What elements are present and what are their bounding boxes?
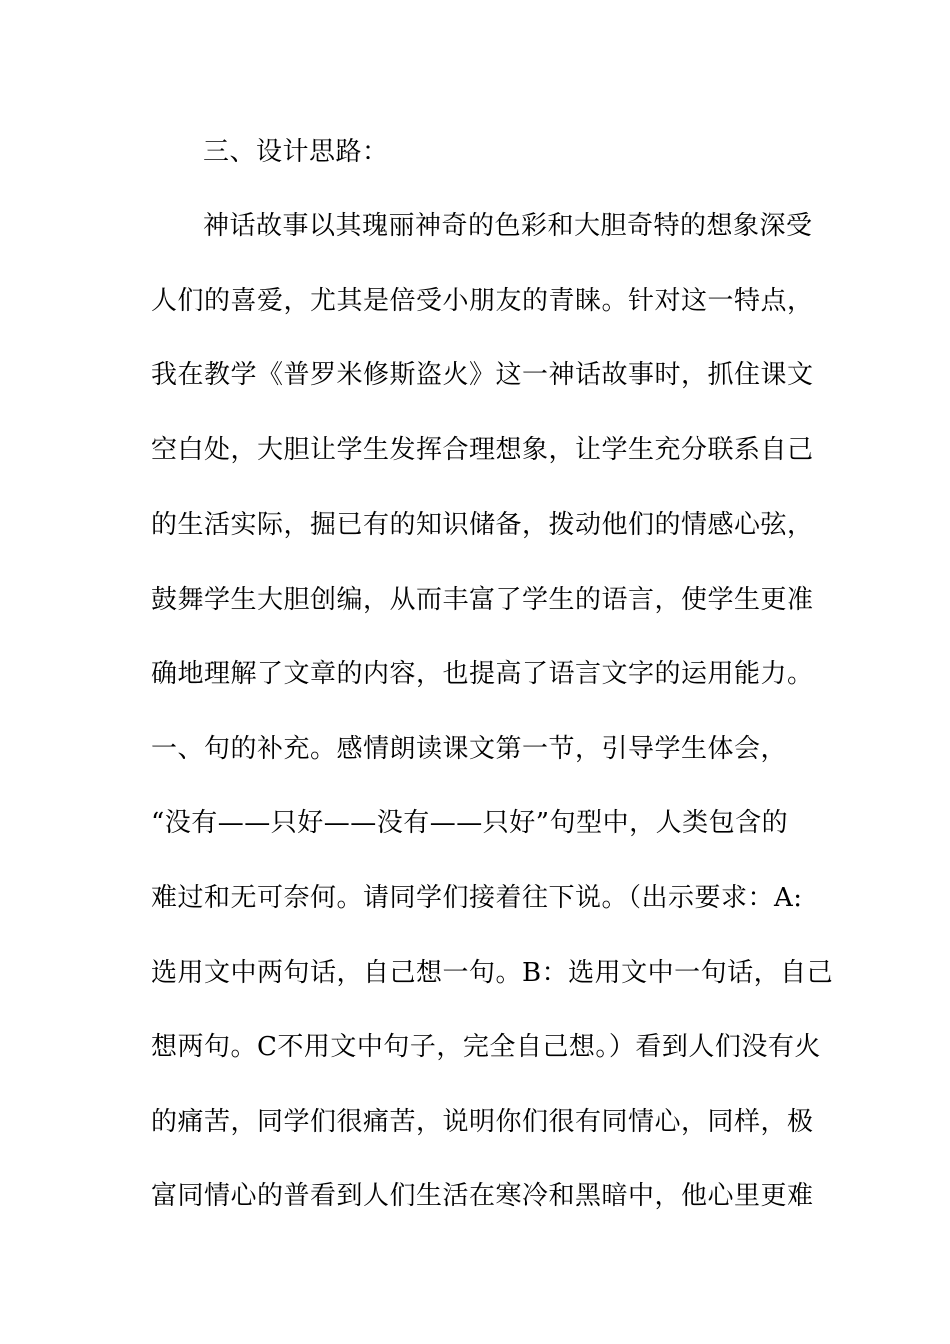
paragraph-line: 的痛苦，同学们很痛苦，说明你们很有同情心，同样，极	[151, 1107, 814, 1137]
section-heading: 三、设计思路：	[203, 137, 389, 167]
paragraph-line: 人们的喜爱，尤其是倍受小朋友的青睐。针对这一特点，	[151, 286, 814, 316]
paragraph-line: 我在教学《普罗米修斯盗火》这一神话故事时，抓住课文	[151, 360, 814, 390]
paragraph-line: 确地理解了文章的内容，也提高了语言文字的运用能力。	[151, 659, 814, 689]
paragraph-line: 神话故事以其瑰丽神奇的色彩和大胆奇特的想象深受	[203, 211, 813, 241]
paragraph-line: 难过和无可奈何。请同学们接着往下说。（出示要求：A:	[151, 883, 803, 913]
paragraph-line: 空白处，大胆让学生发挥合理想象，让学生充分联系自己	[151, 435, 814, 465]
paragraph-line: “没有——只好——没有——只好”句型中，人类包含的	[151, 808, 789, 838]
paragraph-line: 想两句。C不用文中句子，完全自己想。）看到人们没有火	[151, 1032, 821, 1062]
paragraph-line: 鼓舞学生大胆创编，从而丰富了学生的语言，使学生更准	[151, 585, 814, 615]
paragraph-line: 的生活实际，掘已有的知识储备，拨动他们的情感心弦，	[151, 510, 814, 540]
paragraph-line: 一、句的补充。感情朗读课文第一节，引导学生体会，	[151, 734, 788, 764]
paragraph-line: 选用文中两句话，自己想一句。B：选用文中一句话，自己	[151, 958, 834, 988]
paragraph-line: 富同情心的普看到人们生活在寒冷和黑暗中，他心里更难	[151, 1181, 814, 1211]
